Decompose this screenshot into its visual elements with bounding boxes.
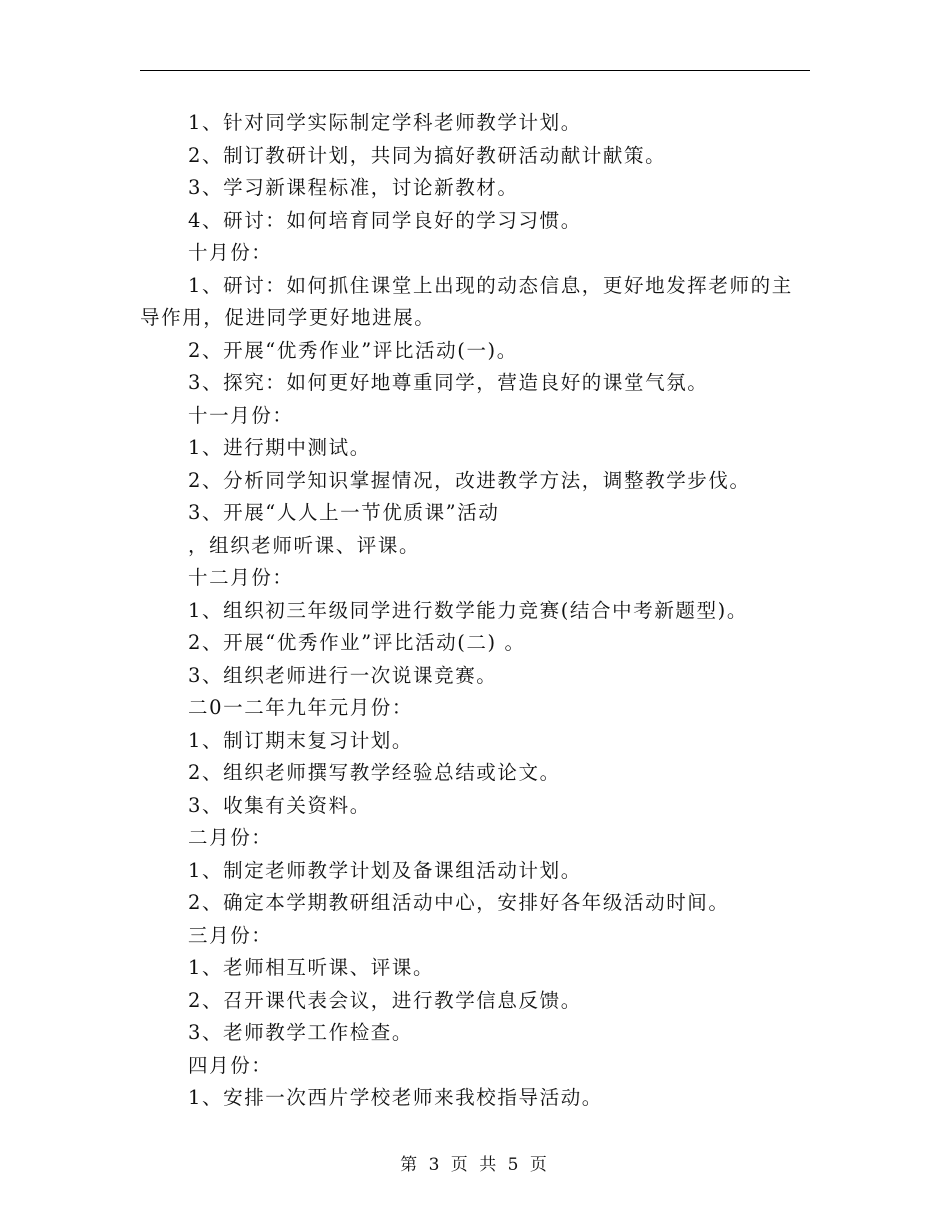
document-line: 十月份： — [188, 241, 273, 264]
document-line: ，组织老师听课、评课。 — [188, 533, 421, 557]
document-line: 4、研讨：如何培育同学良好的学习习惯。 — [188, 208, 582, 232]
document-line: 3、探究：如何更好地尊重同学，营造良好的课堂气氛。 — [188, 371, 709, 394]
document-line: 2、组织老师撰写教学经验总结或论文。 — [188, 761, 561, 784]
document-line: 3、收集有关资料。 — [188, 793, 371, 817]
document-line: 3、学习新课程标准，讨论新教材。 — [188, 176, 519, 199]
document-line: 1、老师相互听课、评课。 — [188, 956, 435, 979]
header-rule — [140, 70, 810, 71]
document-line: 1、研讨：如何抓住课堂上出现的动态信息，更好地发挥老师的主导作用，促进同学更好地进展。 — [140, 273, 793, 329]
document-line: 十二月份： — [188, 566, 294, 589]
document-line: 四月份： — [188, 1053, 273, 1077]
document-line: 1、制订期末复习计划。 — [188, 728, 414, 752]
document-line: 2、分析同学知识掌握情况，改进教学方法，调整教学步伐。 — [188, 468, 751, 492]
document-line: 三月份： — [188, 923, 273, 947]
document-line: 二0一二年九年元月份： — [188, 696, 414, 719]
document-line: 2、开展“优秀作业”评比活动(一)。 — [188, 338, 518, 362]
document-line: 3、开展“人人上一节优质课”活动 — [188, 501, 500, 524]
document-body — [140, 107, 810, 1115]
document-line: 3、组织老师进行一次说课竞赛。 — [188, 663, 498, 687]
document-line: 1、进行期中测试。 — [188, 436, 371, 459]
document-line: 1、针对同学实际制定学科老师教学计划。 — [188, 111, 582, 134]
document-line: 1、安排一次西片学校老师来我校指导活动。 — [188, 1086, 603, 1109]
document-line: 2、制订教研计划，共同为搞好教研活动献计献策。 — [188, 143, 667, 167]
document-line: 1、组织初三年级同学进行数学能力竞赛(结合中考新题型)。 — [188, 598, 748, 622]
document-line: 3、老师教学工作检查。 — [188, 1021, 414, 1044]
document-line: 二月份： — [188, 826, 273, 849]
document-line: 2、召开课代表会议，进行教学信息反馈。 — [188, 988, 582, 1012]
page-footer: 第 3 页 共 5 页 — [400, 1155, 550, 1175]
document-line: 十一月份： — [188, 403, 294, 427]
document-line: 1、制定老师教学计划及备课组活动计划。 — [188, 858, 582, 882]
document-line: 2、开展“优秀作业”评比活动(二) 。 — [188, 631, 526, 654]
document-line: 2、确定本学期教研组活动中心，安排好各年级活动时间。 — [188, 891, 730, 914]
